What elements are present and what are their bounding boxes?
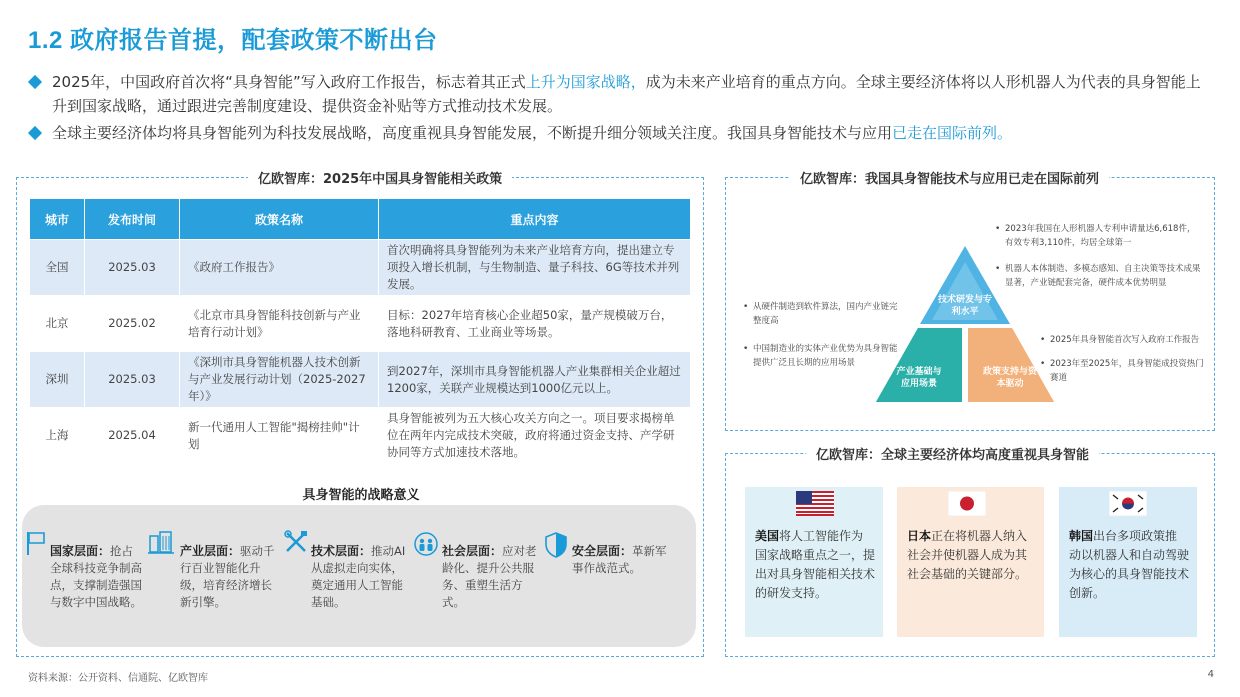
col-header-content: 重点内容 bbox=[379, 199, 691, 240]
policy-table bbox=[29, 198, 691, 464]
diamond-bullet-icon bbox=[28, 126, 42, 140]
table-row bbox=[30, 296, 691, 352]
significance-title: 具身智能的战略意义 bbox=[302, 488, 420, 503]
sig-text: 抢占全球科技竞争制高点，支撑制造强国与数字中国战略。 bbox=[50, 544, 142, 609]
cell-date: 2025.02 bbox=[85, 296, 180, 352]
page-number: 4 bbox=[1207, 669, 1214, 680]
bullet-1-text-rest: 成为未来产业培育的重点方向。全球主要经济体将以人形机器人为代表的具身智能上升到国家战略，通过跟进完善制度建设、提供资金补贴等方式推动技术发展。 bbox=[52, 73, 1201, 115]
cell-city: 上海 bbox=[30, 408, 85, 464]
sig-text: 革新军事作战范式。 bbox=[572, 544, 667, 575]
note-text: 2025年具身智能首次写入政府工作报告 bbox=[1050, 335, 1200, 345]
table-row bbox=[30, 352, 691, 408]
cell-name: 《深圳市具身智能机器人技术创新与产业发展行动计划（2025-2027年）》 bbox=[180, 352, 379, 408]
country-name: 美国 bbox=[755, 529, 780, 543]
bullet-2 bbox=[32, 121, 1212, 145]
triangle-note-left-2: • 中国制造业的实体产业优势为具身智能提供广泛且长期的应用场景 bbox=[743, 344, 898, 368]
sig-item-national bbox=[50, 543, 144, 611]
us-flag-icon bbox=[796, 491, 834, 516]
cell-city: 北京 bbox=[30, 296, 85, 352]
people-icon bbox=[413, 532, 439, 560]
sig-label: 技术层面： bbox=[311, 544, 372, 558]
global-panel-title: 亿欧智库：全球主要经济体均高度重视具身智能 bbox=[806, 444, 1099, 463]
cell-name: 《政府工作报告》 bbox=[180, 240, 379, 296]
cell-date: 2025.03 bbox=[85, 352, 180, 408]
bullet-1 bbox=[32, 70, 1212, 118]
page-title: 1.2 政府报告首提，配套政策不断出台 bbox=[28, 27, 438, 54]
bullet-1-text: 2025年，中国政府首次将“具身智能”写入政府工作报告，标志着其正式 bbox=[52, 73, 526, 91]
triangle-left-label: 产业基础与应用场景 bbox=[896, 367, 942, 389]
bullet-2-text: 全球主要经济体均将具身智能列为科技发展战略，高度重视具身智能发展，不断提升细分领域关注度。我国具身智能技术与应用 bbox=[52, 124, 893, 142]
country-text-japan bbox=[907, 527, 1032, 584]
note-text: 2023年至2025年，具身智能成投资热门赛道 bbox=[1050, 359, 1204, 383]
col-header-date: 发布时间 bbox=[85, 199, 180, 240]
triangle-note-top-2: • 机器人本体制造、多模态感知、自主决策等技术成果显著，产业链配套完备，硬件成本优势明显 bbox=[995, 264, 1201, 288]
country-desc: 出台多项政策推动以机器人和自动驾驶为核心的具身智能技术创新。 bbox=[1069, 529, 1190, 600]
korea-flag-icon bbox=[1109, 491, 1147, 516]
country-desc: 正在将机器人纳入社会并使机器人成为其社会基础的关键部分。 bbox=[907, 529, 1028, 581]
country-text-korea bbox=[1069, 527, 1189, 603]
sig-label: 产业层面： bbox=[180, 544, 241, 558]
bullet-2-highlight: 已走在国际前列。 bbox=[892, 124, 1013, 142]
country-name: 韩国 bbox=[1069, 529, 1094, 543]
triangle-top-label: 技术研发与专利水平 bbox=[937, 295, 992, 317]
cell-date: 2025.03 bbox=[85, 240, 180, 296]
note-text: 2023年我国在人形机器人专利申请量达6,618件，有效专利3,110件，均居全球第一 bbox=[1005, 224, 1196, 248]
sig-label: 社会层面： bbox=[442, 544, 503, 558]
sig-text: 应对老龄化、提升公共服务、重塑生活方式。 bbox=[442, 544, 537, 609]
country-desc: 将人工智能作为国家战略重点之一，提出对具身智能相关技术的研发支持。 bbox=[755, 529, 876, 600]
tools-icon bbox=[284, 530, 308, 558]
cell-city: 全国 bbox=[30, 240, 85, 296]
policy-panel-title: 亿欧智库：2025年中国具身智能相关政策 bbox=[248, 168, 512, 187]
sig-label: 国家层面： bbox=[50, 544, 111, 558]
triangle-note-right-2: • 2023年至2025年，具身智能成投资热门赛道 bbox=[1040, 359, 1204, 383]
cell-city: 深圳 bbox=[30, 352, 85, 408]
note-text: 从硬件制造到软件算法，国内产业链完整度高 bbox=[753, 302, 898, 326]
triangle-note-top-1: • 2023年我国在人形机器人专利申请量达6,618件，有效专利3,110件，均居全球第一 bbox=[995, 224, 1196, 248]
sig-item-industry bbox=[180, 543, 282, 611]
japan-flag-icon bbox=[948, 491, 986, 516]
sig-item-security bbox=[572, 543, 668, 577]
flag-icon bbox=[24, 530, 48, 560]
cell-content: 到2027年，深圳市具身智能机器人产业集群相关企业超过1200家，关联产业规模达到1000亿元以上。 bbox=[379, 352, 691, 408]
sig-item-society bbox=[442, 543, 540, 611]
triangle-note-right-1: • 2025年具身智能首次写入政府工作报告 bbox=[1040, 335, 1200, 345]
note-text: 机器人本体制造、多模态感知、自主决策等技术成果显著，产业链配套完备，硬件成本优势明显 bbox=[1005, 264, 1201, 288]
cell-name: 《北京市具身智能科技创新与产业培育行动计划》 bbox=[180, 296, 379, 352]
triangle-right-label: 政策支持与资本驱动 bbox=[982, 367, 1037, 389]
col-header-name: 政策名称 bbox=[180, 199, 379, 240]
country-name: 日本 bbox=[907, 529, 932, 543]
bullet-1-highlight: 上升为国家战略， bbox=[525, 73, 646, 91]
diamond-bullet-icon bbox=[28, 75, 42, 89]
source-note: 资料来源：公开资料、信通院、亿欧智库 bbox=[28, 673, 208, 684]
table-row bbox=[30, 408, 691, 464]
col-header-city: 城市 bbox=[30, 199, 85, 240]
cell-content: 具身智能被列为五大核心攻关方向之一。项目要求揭榜单位在两年内完成技术突破，政府将通过资金支持、产学研协同等方式加速技术落地。 bbox=[379, 408, 691, 464]
note-text: 中国制造业的实体产业优势为具身智能提供广泛且长期的应用场景 bbox=[753, 344, 898, 368]
sig-text: 驱动千行百业智能化升级，培育经济增长新引擎。 bbox=[180, 544, 275, 609]
triangle-panel-title: 亿欧智库：我国具身智能技术与应用已走在国际前列 bbox=[790, 168, 1109, 187]
sig-label: 安全层面： bbox=[572, 544, 633, 558]
sig-item-technology bbox=[311, 543, 411, 611]
cell-content: 目标：2027年培育核心企业超50家，量产规模破万台，落地科研教育、工业商业等场景。 bbox=[379, 296, 691, 352]
country-text-us bbox=[755, 527, 875, 603]
cell-date: 2025.04 bbox=[85, 408, 180, 464]
table-row bbox=[30, 240, 691, 296]
building-icon bbox=[148, 530, 174, 558]
cell-content: 首次明确将具身智能列为未来产业培育方向，提出建立专项投入增长机制，与生物制造、量子科技、6G等技术并列发展。 bbox=[379, 240, 691, 296]
shield-icon bbox=[545, 532, 567, 562]
sig-text: 推动AI从虚拟走向实体，奠定通用人工智能基础。 bbox=[311, 544, 406, 609]
cell-name: 新一代通用人工智能"揭榜挂帅"计划 bbox=[180, 408, 379, 464]
triangle-note-left-1: • 从硬件制造到软件算法，国内产业链完整度高 bbox=[743, 302, 898, 326]
